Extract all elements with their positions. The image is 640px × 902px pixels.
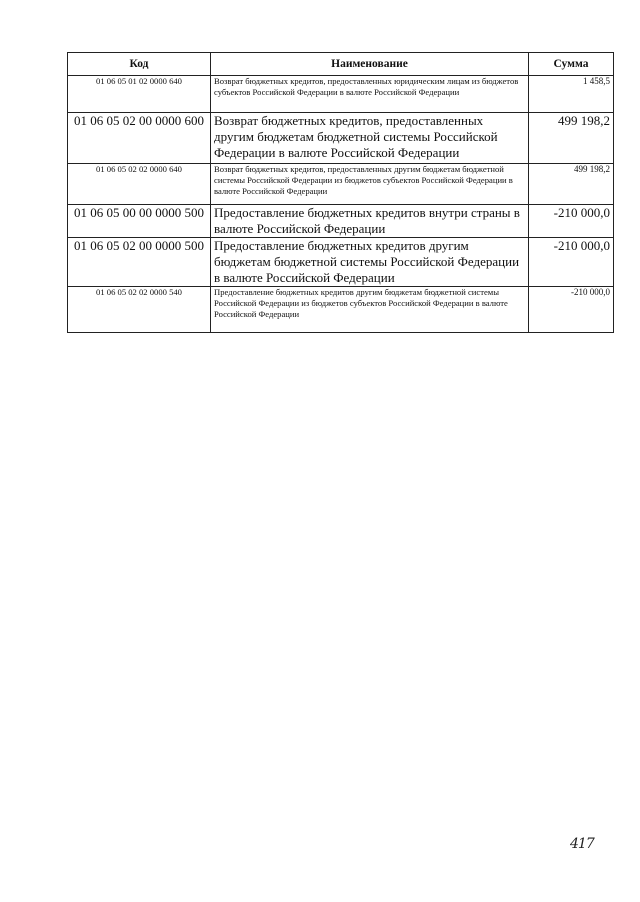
table-row xyxy=(68,113,614,164)
header-name: Наименование xyxy=(211,53,529,76)
budget-table xyxy=(67,52,614,333)
header-sum: Сумма xyxy=(529,53,614,76)
row-sum: 499 198,2 xyxy=(529,164,614,205)
row-name: Возврат бюджетных кредитов, предоставленных другим бюджетам бюджетной системы Российской Федерации из бюджетов субъектов Российской Федерации в валюте Российской Федерации xyxy=(211,164,529,205)
table-row xyxy=(68,164,614,205)
table-row xyxy=(68,287,614,333)
row-code: 01 06 05 01 02 0000 640 xyxy=(68,76,211,113)
header-code: Код xyxy=(68,53,211,76)
table-row xyxy=(68,238,614,287)
row-sum: -210 000,0 xyxy=(529,205,614,238)
table-row xyxy=(68,205,614,238)
row-name: Возврат бюджетных кредитов, предоставленных юридическим лицам из бюджетов субъектов Российской Федерации в валюте Российской Федерации xyxy=(211,76,529,113)
row-sum: -210 000,0 xyxy=(529,238,614,287)
row-code: 01 06 05 02 02 0000 640 xyxy=(68,164,211,205)
row-sum: -210 000,0 xyxy=(529,287,614,333)
row-code: 01 06 05 02 00 0000 600 xyxy=(68,113,211,164)
row-sum: 1 458,5 xyxy=(529,76,614,113)
row-code: 01 06 05 02 02 0000 540 xyxy=(68,287,211,333)
row-name: Предоставление бюджетных кредитов другим бюджетам бюджетной системы Российской Федерации в валюте Российской Федерации xyxy=(211,238,529,287)
row-name: Предоставление бюджетных кредитов другим бюджетам бюджетной системы Российской Федерации из бюджетов субъектов Российской Федерации в валюте Российской Федерации xyxy=(211,287,529,333)
table-row xyxy=(68,76,614,113)
row-code: 01 06 05 00 00 0000 500 xyxy=(68,205,211,238)
row-sum: 499 198,2 xyxy=(529,113,614,164)
handwritten-page-number: 417 xyxy=(570,836,594,852)
row-name: Возврат бюджетных кредитов, предоставленных другим бюджетам бюджетной системы Российской Федерации в валюте Российской Федерации xyxy=(211,113,529,164)
row-name: Предоставление бюджетных кредитов внутри страны в валюте Российской Федерации xyxy=(211,205,529,238)
row-code: 01 06 05 02 00 0000 500 xyxy=(68,238,211,287)
table-header-row xyxy=(68,53,614,76)
